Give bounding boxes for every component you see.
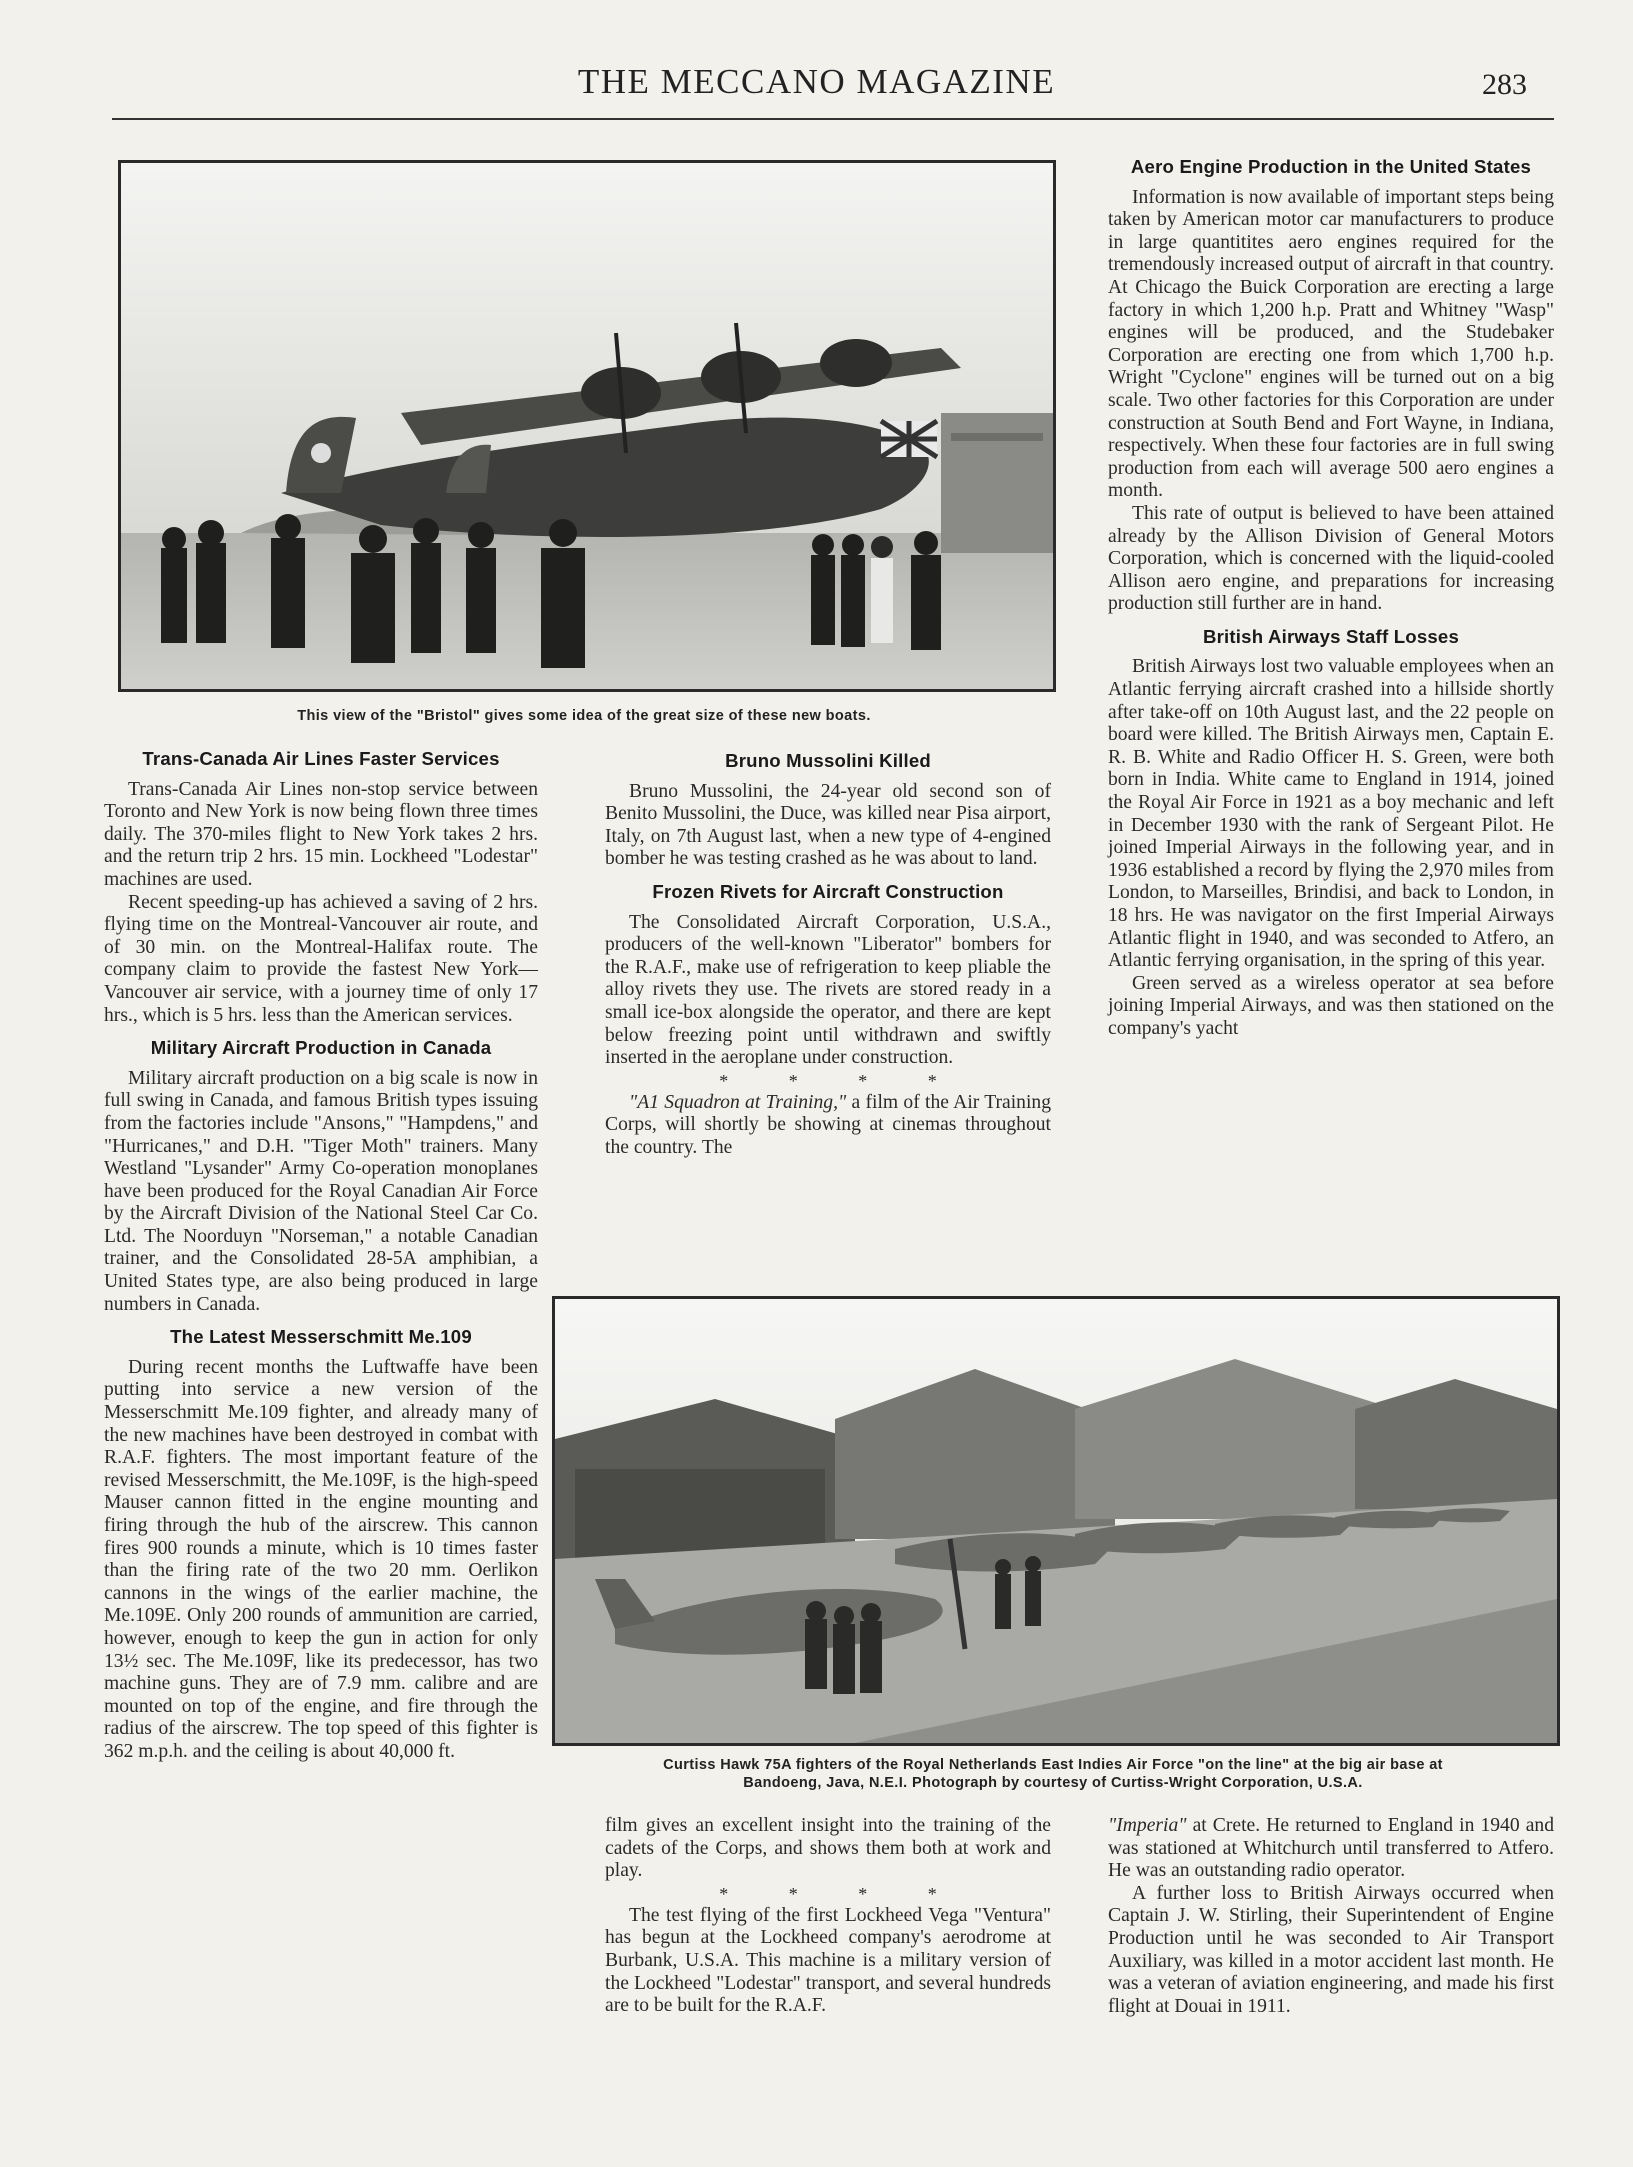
- column-2-bottom: [605, 1815, 1051, 2018]
- bristol-photo-caption: This view of the "Bristol" gives some idea of the great size of these new boats.: [297, 708, 871, 724]
- section-separator-2: * * * *: [719, 1883, 965, 1904]
- page-number: 283: [1482, 68, 1527, 101]
- messerschmitt-heading: The Latest Messerschmitt Me.109: [170, 1326, 472, 1348]
- column-3-top: [1108, 156, 1554, 1041]
- military-canada-heading: Military Aircraft Production in Canada: [150, 1037, 492, 1059]
- messerschmitt-paragraph: During recent months the Luftwaffe have been putting into service a new version of the Messerschmitt Me.109 fighter, and already many of the new machines have been destroyed in combat with R.A.F. fighters. The most important feature of the revised Messerschmitt, the Me.109F, is the high-speed Mauser cannon fitted in the engine mounting and firing through the hub of the airscrew. This cannon fires 900 rounds a minute, which is 10 times faster than the firing rate of the two 20 mm. Oerlikon cannons in the wings of the earlier machine, the Me.109E. Only 200 rounds of ammunition are carried, however, enough to keep the gun in action for only 13½ sec. The Me.109F, like its predecessor, has two machine guns. They are of 7.9 mm. calibre and are mounted on top of the engine, and fire through the radius of the airscrew. The top speed of this fighter is 362 m.p.h. and the ceiling is about 40,000 ft.: [104, 1356, 538, 1762]
- frozen-rivets-heading: Frozen Rivets for Aircraft Construction: [652, 880, 1004, 902]
- military-canada-paragraph: Military aircraft production on a big scale is now in full swing in Canada, and famous British types issuing from the factories include "Ansons," "Hampdens," and "Hurricanes," and D.H. "Tiger Moth" trainers. Many Westland "Lysander" Army Co-operation monoplanes have been produced for the Royal Canadian Air Force by the Aircraft Division of the National Steel Car Co. Ltd. The Noorduyn "Norseman," a notable Canadian trainer, and the Consolidated 28-5A amphibian, a United States type, are also being produced in large numbers in Canada.: [104, 1067, 538, 1315]
- bristol-flying-boat-photo: [118, 160, 1056, 692]
- trans-canada-paragraph-2: Recent speeding-up has achieved a saving of 2 hrs. flying time on the Montreal-Vancouver air route, and of 30 min. on the Montreal-Halifax route. The company claim to provide the fastest New York—Vancouver air service, with a journey time of only 17 hrs., which is 5 hrs. less than the American services.: [104, 891, 538, 1026]
- a1-squadron-paragraph: [605, 1092, 1051, 1160]
- mussolini-heading: Bruno Mussolini Killed: [725, 750, 931, 771]
- column-3-bottom: [1108, 1815, 1554, 2018]
- frozen-rivets-paragraph: The Consolidated Aircraft Corporation, U.S.A., producers of the well-known "Liberator" bombers for the R.A.F., make use of refrigeration to keep pliable the alloy rivets they use. The rivets are stored ready in a small ice-box alongside the operator, and there are kept below freezing point until withdrawn and swiftly inserted in the aeroplane under construction.: [605, 911, 1051, 1069]
- british-airways-paragraph-2: Green served as a wireless operator at sea before joining Imperial Airways, and was then stationed on the company's yacht: [1108, 972, 1554, 1039]
- curtiss-caption-line-2: Bandoeng, Java, N.E.I. Photograph by courtesy of Curtiss-Wright Corporation, U.S.A.: [743, 1775, 1363, 1791]
- curtiss-photo-caption: [545, 1756, 1561, 1792]
- british-airways-continued: [1108, 1815, 1554, 1883]
- british-airways-paragraph-3: A further loss to British Airways occurred when Captain J. W. Stirling, their Superintendent of Engine Production until he was seconded to Air Transport Auxiliary, was killed in a motor accident last month. He was a veteran of aviation engineering, and made his first flight at Douai in 1911.: [1108, 1882, 1554, 2017]
- curtiss-hawk-photo: [552, 1296, 1560, 1746]
- section-separator: * * * *: [719, 1070, 965, 1091]
- aero-engine-paragraph-1: Information is now available of important steps being taken by American motor car manufacturers to produce in large quantitites aero engines required for the tremendously increased output of aircraft in that country. At Chicago the Buick Corporation are erecting a large factory in which 1,200 h.p. Pratt and Whitney "Wasp" engines will be produced, and the Studebaker Corporation are erecting one from which 1,700 h.p. Wright "Cyclone" engines will be turned out on a big scale. Two other factories for this Corporation are under construction at South Bend and Fort Wayne, in Indiana, respectively. When these four factories are in full swing production from each will average 500 aero engines a month.: [1108, 186, 1554, 502]
- imperia-yacht-name: "Imperia": [1108, 1815, 1187, 1836]
- a1-squadron-text: a film of the Air Training Corps, will shortly be showing at cinemas throughout the country. The: [605, 1091, 1051, 1158]
- ventura-paragraph: The test flying of the first Lockheed Vega "Ventura" has begun at the Lockheed company's aerodrome at Burbank, U.S.A. This machine is a military version of the Lockheed "Lodestar" transport, and several hundreds are to be built for the R.A.F.: [605, 1904, 1051, 2017]
- british-airways-heading: British Airways Staff Losses: [1202, 625, 1459, 647]
- a1-squadron-title: "A1 Squadron at Training,": [629, 1091, 847, 1113]
- column-1: [104, 748, 538, 1764]
- british-airways-paragraph-1: British Airways lost two valuable employees when an Atlantic ferrying aircraft crashed into a hillside shortly after take-off on 10th August last, and the 22 people on board were killed. The British Airways men, Captain E. R. B. White and Radio Officer H. S. Green, were both born in India. White came to England in 1914, joined the Royal Air Force in 1921 as a boy mechanic and left in December 1930 with the rank of Sergeant Pilot. He joined Imperial Airways in the following year, and in 1936 established a record by flying the 2,970 miles from London, to Marseilles, Brindisi, and back to London, in 18 hrs. He was navigator on the first Imperial Airways Atlantic flight in 1940, and was seconded to Atfero, an Atlantic ferrying organisation, in the spring of this year.: [1108, 656, 1554, 972]
- column-2-top: [605, 750, 1051, 1160]
- curtiss-photo-illustration: [555, 1299, 1557, 1743]
- a1-squadron-continued: film gives an excellent insight into the training of the cadets of the Corps, and shows them both at work and play.: [605, 1815, 1051, 1882]
- magazine-title: THE MECCANO MAGAZINE: [577, 62, 1056, 101]
- british-airways-continued-text: at Crete. He returned to England in 1940 and was stationed at Whitchurch until transferred to Atfero. He was an outstanding radio operator.: [1108, 1815, 1554, 1882]
- trans-canada-heading: Trans-Canada Air Lines Faster Services: [142, 748, 500, 769]
- aero-engine-heading: Aero Engine Production in the United States: [1130, 156, 1532, 177]
- trans-canada-paragraph-1: Trans-Canada Air Lines non-stop service between Toronto and New York is now being flown three times daily. The 370-miles flight to New York takes 2 hrs. and the return trip 2 hrs. 15 min. Lockheed "Lodestar" machines are used.: [104, 778, 538, 890]
- aero-engine-paragraph-2: This rate of output is believed to have been attained already by the Allison Division of General Motors Corporation, which is concerned with the liquid-cooled Allison aero engine, and preparations for increasing production still further are in hand.: [1108, 502, 1554, 615]
- header-rule: [112, 118, 1554, 120]
- curtiss-caption-line-1: Curtiss Hawk 75A fighters of the Royal Netherlands East Indies Air Force "on the line" at the big air base at: [663, 1757, 1443, 1773]
- mussolini-paragraph: Bruno Mussolini, the 24-year old second son of Benito Mussolini, the Duce, was killed near Pisa airport, Italy, on 7th August last, when a new type of 4-engined bomber he was testing crashed as he was about to land.: [605, 780, 1051, 870]
- bristol-photo-illustration: [121, 163, 1053, 689]
